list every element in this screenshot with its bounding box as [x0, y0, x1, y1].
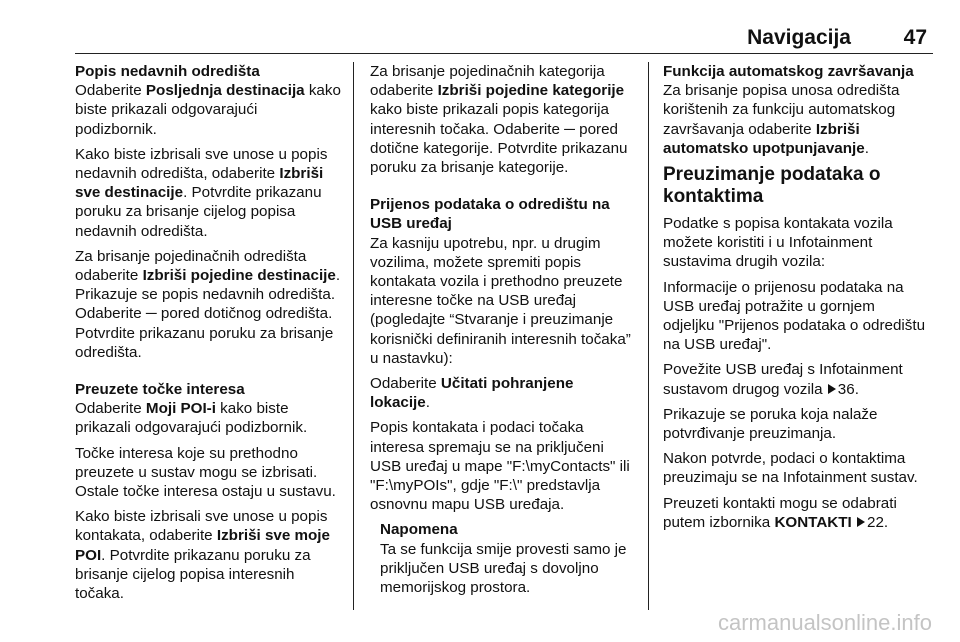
page-reference: 22	[867, 513, 884, 531]
heading-contact-download: Preuzimanje podataka o kontaktima	[663, 164, 881, 208]
page-reference-icon	[828, 384, 836, 394]
paragraph: Za kasniju upotrebu, npr. u drugim vozilima, možete spremiti popis kontakata vozila i prethodno preuzete interesne točke na USB uređaj (pogledajte “Stvaranje i preuzimanje korisnički definiranih interesnih točaka” u nastavku):	[370, 234, 631, 367]
section-title: Navigacija	[747, 26, 851, 49]
column-divider-2	[648, 62, 649, 610]
column-1	[75, 62, 341, 609]
heading-usb-transfer: Prijenos podataka o odredištu na USB uređaj	[370, 196, 610, 233]
paragraph: Za brisanje popisa unosa odredišta korištenih za funkciju automatskog završavanja odaberite Izbriši automatsko upotpunjavanje.	[663, 82, 900, 157]
note-box	[380, 520, 636, 597]
paragraph: Informacije o prijenosu podataka na USB uređaj potražite u gornjem odjeljku "Prijenos podataka o odredištu na USB uređaj".	[663, 278, 926, 354]
paragraph: Za brisanje pojedinačnih odredišta odaberite Izbriši pojedine destinacije. Prikazuje se popis nedavnih odredišta. Odaberite ─ pored dotičnog odredišta. Potvrdite prikazanu poruku za brisanje odredišta.	[75, 247, 341, 361]
header-divider	[75, 53, 933, 54]
heading-recent-destinations: Popis nedavnih odredišta	[75, 63, 260, 80]
heading-downloaded-poi: Preuzete točke interesa	[75, 381, 245, 399]
note-title: Napomena	[380, 521, 458, 539]
paragraph: Povežite USB uređaj s Infotainment sustavom drugog vozila 36.	[663, 361, 903, 398]
column-divider-1	[353, 62, 354, 610]
paragraph: Preuzeti kontakti mogu se odabrati putem izbornika KONTAKTI 22.	[663, 494, 897, 531]
heading-autocomplete: Funkcija automatskog završavanja	[663, 63, 914, 80]
paragraph: Odaberite Učitati pohranjene lokacije.	[370, 375, 574, 412]
paragraph: Nakon potvrde, podaci o kontaktima preuzimaju se na Infotainment sustav.	[663, 450, 918, 487]
menu-term: Izbriši sve moje POI	[75, 527, 330, 564]
paragraph: Točke interesa koje su prethodno preuzete u sustav mogu se izbrisati. Ostale točke interesa ostaju u sustavu.	[75, 444, 336, 501]
paragraph: Prikazuje se poruka koja nalaže potvrđivanje preuzimanja.	[663, 405, 878, 443]
watermark: carmanualsonline.info	[717, 610, 932, 635]
menu-term: Izbriši automatsko upotpunjavanje	[663, 120, 865, 157]
paragraph: Podatke s popisa kontakata vozila možete koristiti i u Infotainment sustavima drugih vozila:	[663, 215, 893, 271]
page-reference: 36	[837, 380, 855, 398]
menu-term: Izbriši pojedine destinacije	[142, 267, 336, 285]
paragraph: Odaberite Moji POI-i kako biste prikazali odgovarajući podizbornik.	[75, 400, 308, 437]
column-2	[370, 62, 636, 597]
paragraph: Za brisanje pojedinačnih kategorija odaberite Izbriši pojedine kategorije kako biste prikazali popis kategorija interesnih točaka. Odaberite ─ pored dotične kategorije. Potvrdite prikazanu poruku za brisanje kategorije.	[370, 63, 628, 177]
paragraph: Odaberite Posljednja destinacija kako biste prikazali odgovarajući podizbornik.	[75, 82, 341, 138]
column-3	[663, 62, 929, 538]
page-number: 47	[903, 26, 927, 49]
page-header	[75, 26, 935, 56]
paragraph: Kako biste izbrisali sve unose u popis nedavnih odredišta, odaberite Izbriši sve destinacije. Potvrdite prikazanu poruku za brisanje cijelog popisa nedavnih odredišta.	[75, 145, 328, 240]
paragraph: Kako biste izbrisali sve unose u popis kontakata, odaberite Izbriši sve moje POI. Potvrdite prikazanu poruku za brisanje cijelog popisa interesnih točaka.	[75, 508, 330, 603]
menu-term: Izbriši sve destinacije	[75, 165, 324, 202]
paragraph: Popis kontakata i podaci točaka interesa spremaju se na priključeni USB uređaj u mape "F:\myContacts" ili "F:\myPOIs", gdje "F:\" predstavlja osnovnu mapu USB uređaja.	[370, 419, 630, 514]
page-reference-icon	[857, 517, 865, 527]
menu-term: Moji POI-i	[145, 400, 216, 418]
menu-term: Učitati pohranjene lokacije	[370, 375, 574, 412]
menu-term: KONTAKTI	[774, 513, 852, 531]
note-text: Ta se funkcija smije provesti samo je priključen USB uređaj s dovoljno memorijskog prostora.	[380, 540, 627, 597]
menu-term: Izbriši pojedine kategorije	[437, 82, 625, 100]
menu-term: Posljednja destinacija	[145, 82, 305, 100]
